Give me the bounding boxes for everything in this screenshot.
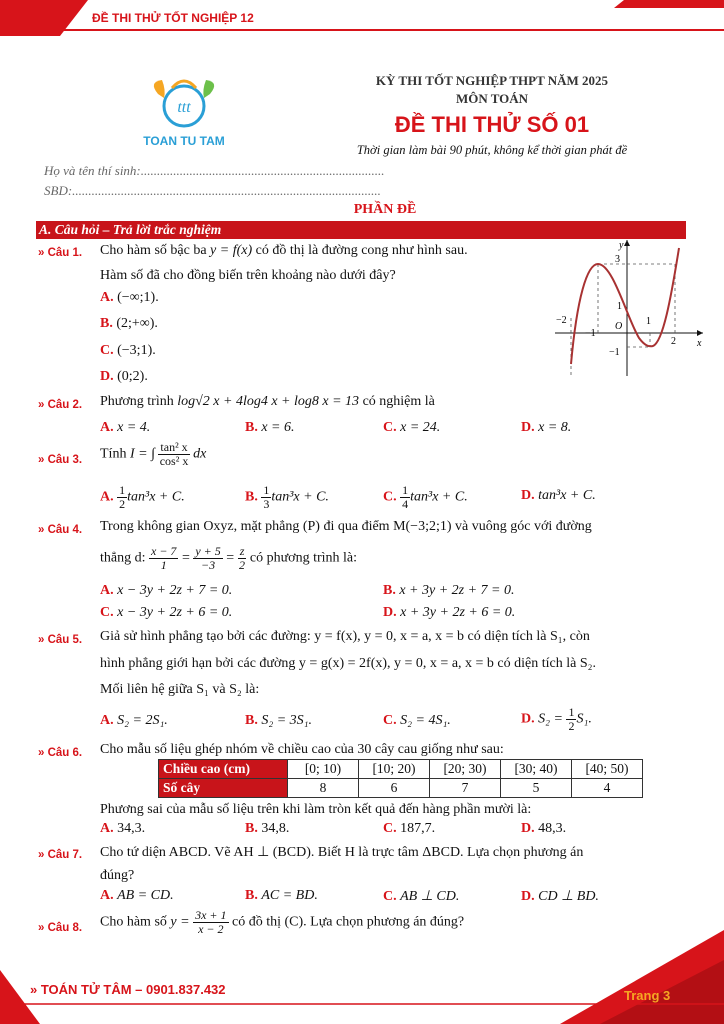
question-1-line2: Hàm số đã cho đồng biến trên khoảng nào dưới đây? bbox=[100, 268, 396, 283]
table-cell: 8 bbox=[288, 779, 359, 798]
q4-option-c[interactable]: C. x − 3y + 2z + 6 = 0. bbox=[100, 605, 233, 620]
tick-x1: 1 bbox=[646, 316, 651, 327]
question-6-line1: Cho mẫu số liệu ghép nhóm về chiều cao của 30 cây cau giống như sau: bbox=[100, 742, 504, 757]
q7-option-a[interactable]: A. AB = CD. bbox=[100, 888, 174, 903]
exam-line-2: MÔN TOÁN bbox=[455, 91, 529, 106]
question-2: » Câu 2. bbox=[38, 399, 83, 411]
exam-title: ĐỀ THI THỬ SỐ 01 bbox=[394, 112, 590, 137]
question-8: » Câu 8. bbox=[38, 922, 83, 934]
question-8-text: Cho hàm số y = $\frac{3x + 1}{x - 2}$ có đồ thị (C). Lựa chọn phương án đúng? bbox=[100, 908, 465, 936]
name-field: Họ và tên thí sinh:........................................................................... bbox=[44, 163, 385, 178]
tick-xm1: −1 bbox=[585, 328, 596, 339]
table-cell: [10; 20) bbox=[359, 760, 430, 779]
table-row bbox=[159, 760, 643, 779]
tick-xm2: −2 bbox=[556, 315, 567, 326]
q7-option-d[interactable]: D. CD ⊥ BD. bbox=[521, 889, 599, 904]
origin-label: O bbox=[615, 321, 623, 332]
tick-y1: 1 bbox=[617, 301, 622, 312]
q7-option-b[interactable]: B. AC = BD. bbox=[245, 888, 318, 903]
q6-option-c[interactable]: C. 187,7. bbox=[383, 821, 436, 836]
q4-option-b[interactable]: B. x + 3y + 2z + 7 = 0. bbox=[383, 583, 515, 598]
y-axis-label: y bbox=[619, 240, 624, 251]
q5-option-c[interactable]: C. S₂ = 4S₁. bbox=[383, 713, 451, 728]
table-cell: 6 bbox=[359, 779, 430, 798]
question-5: » Câu 5. bbox=[38, 634, 83, 646]
q1-option-a[interactable]: A. (−∞;1). bbox=[100, 290, 159, 305]
q3-option-b[interactable]: B. $\frac{1}{3}$ tan³x + C. bbox=[245, 483, 329, 511]
question-7: » Câu 7. bbox=[38, 849, 83, 861]
svg-text:ttt: ttt bbox=[177, 99, 191, 116]
q4-option-a[interactable]: A. x − 3y + 2z + 7 = 0. bbox=[100, 583, 233, 598]
table-cell: 7 bbox=[430, 779, 501, 798]
question-5-line1: Giả sử hình phẳng tạo bởi các đường: y = f(x), y = 0, x = a, x = b có diện tích là S₁, còn bbox=[100, 629, 590, 644]
table-cell: [0; 10) bbox=[288, 760, 359, 779]
q1-option-c[interactable]: C. (−3;1). bbox=[100, 343, 156, 358]
tick-y3: 3 bbox=[615, 254, 620, 265]
question-7-line2: đúng? bbox=[100, 868, 135, 883]
question-3: » Câu 3. bbox=[38, 454, 83, 466]
question-label: » Câu 1. bbox=[38, 247, 83, 259]
tick-ym1: −1 bbox=[609, 347, 620, 358]
question-1 bbox=[38, 243, 82, 262]
question-4-line2: thẳng d: $\frac{x - 7}{1}$ = $\frac{y + 5}{-3}$ = $\frac{z}{2}$ có phương trình là: bbox=[100, 544, 357, 572]
page-number: Trang 3 bbox=[624, 988, 671, 1003]
q1-option-d[interactable]: D. (0;2). bbox=[100, 369, 148, 384]
header-title: ĐỀ THI THỬ TỐT NGHIỆP 12 bbox=[92, 11, 254, 25]
x-axis-label: x bbox=[697, 338, 702, 349]
question-5-line3: Mối liên hệ giữa S₁ và S₂ là: bbox=[100, 682, 260, 697]
q2-option-a[interactable]: A. x = 4. bbox=[100, 420, 151, 435]
q5-option-a[interactable]: A. S₂ = 2S₁. bbox=[100, 713, 168, 728]
table-header: Số cây bbox=[159, 779, 288, 798]
q4-option-d[interactable]: D. x + 3y + 2z + 6 = 0. bbox=[383, 605, 516, 620]
question-2-text: Phương trình log√2 x + 4log4 x + log8 x = 13 có nghiệm là bbox=[100, 394, 435, 409]
table-header: Chiều cao (cm) bbox=[159, 760, 288, 779]
q5-option-b[interactable]: B. S₂ = 3S₁. bbox=[245, 713, 313, 728]
question-7-line1: Cho tứ diện ABCD. Vẽ AH ⊥ (BCD). Biết H là trực tâm ΔBCD. Lựa chọn phương án bbox=[100, 845, 584, 860]
question-4-line1: Trong không gian Oxyz, mặt phẳng (P) đi qua điểm M(−3;2;1) và vuông góc với đường bbox=[100, 519, 592, 534]
footer-contact: » TOÁN TỬ TÂM – 0901.837.432 bbox=[30, 982, 226, 997]
q6-option-d[interactable]: D. 48,3. bbox=[521, 821, 567, 836]
q3-option-c[interactable]: C. $\frac{1}{4}$ tan³x + C. bbox=[383, 483, 468, 511]
q2-option-d[interactable]: D. x = 8. bbox=[521, 420, 572, 435]
logo bbox=[128, 74, 240, 154]
q7-option-c[interactable]: C. AB ⊥ CD. bbox=[383, 889, 460, 904]
q3-option-d[interactable]: D. tan³x + C. bbox=[521, 488, 596, 503]
q3-option-a[interactable]: A. $\frac{1}{2}$ tan³x + C. bbox=[100, 483, 185, 511]
cubic-graph bbox=[555, 238, 705, 378]
tick-x2: 2 bbox=[671, 336, 676, 347]
exam-line-1: KỲ THI TỐT NGHIỆP THPT NĂM 2025 bbox=[375, 73, 609, 88]
q1-option-b[interactable]: B. (2;+∞). bbox=[100, 316, 158, 331]
table-cell: [30; 40) bbox=[501, 760, 572, 779]
question-5-line2: hình phẳng giới hạn bởi các đường y = g(x) = 2f(x), y = 0, x = a, x = b có diện tích là S₂. bbox=[100, 656, 597, 671]
section-bar bbox=[36, 221, 686, 239]
section-title: A. Câu hỏi – Trả lời trắc nghiệm bbox=[39, 222, 222, 237]
question-3-text: Tính I = ∫ $\frac{\text{tan² x}}{\text{cos² x}}$ dx bbox=[100, 440, 207, 468]
question-4: » Câu 4. bbox=[38, 524, 83, 536]
question-6-line2: Phương sai của mẫu số liệu trên khi làm tròn kết quả đến hàng phần mười là: bbox=[100, 802, 532, 817]
q6-option-a[interactable]: A. 34,3. bbox=[100, 821, 146, 836]
question-6: » Câu 6. bbox=[38, 747, 83, 759]
q6-option-b[interactable]: B. 34,8. bbox=[245, 821, 290, 836]
part-title: PHẦN ĐỀ bbox=[353, 202, 417, 217]
table-cell: 4 bbox=[572, 779, 643, 798]
table-cell: [40; 50) bbox=[572, 760, 643, 779]
logo-text: TOAN TU TAM bbox=[143, 134, 225, 148]
q2-option-c[interactable]: C. x = 24. bbox=[383, 420, 441, 435]
table-cell: 5 bbox=[501, 779, 572, 798]
exam-time: Thời gian làm bài 90 phút, không kể thời gian phát đề bbox=[356, 143, 628, 157]
q2-option-b[interactable]: B. x = 6. bbox=[245, 420, 295, 435]
sbd-field: SBD:............................................................................................... bbox=[44, 183, 381, 198]
question-1-text: Cho hàm số bậc ba y = f(x) có đồ thị là đường cong như hình sau. bbox=[100, 243, 468, 258]
table-row bbox=[159, 779, 643, 798]
data-table bbox=[158, 759, 643, 798]
footer-decoration bbox=[0, 930, 724, 1024]
table-cell: [20; 30) bbox=[430, 760, 501, 779]
q5-option-d[interactable]: D. S₂ = $\frac{1}{2}$ S₁. bbox=[521, 705, 592, 733]
